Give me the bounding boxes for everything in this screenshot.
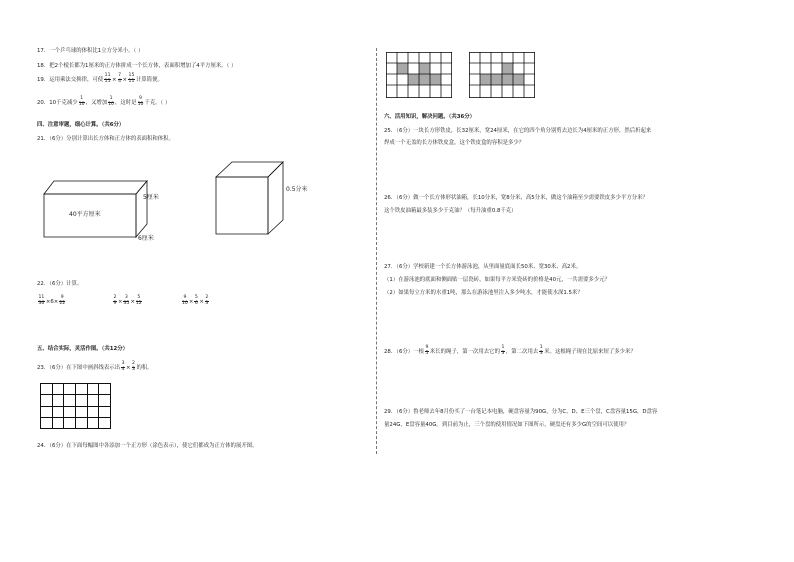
grid-cell[interactable] xyxy=(99,417,111,428)
calc1-fraction-2: $\frac{9}{22}$ xyxy=(59,295,66,306)
calc-expression-1 xyxy=(37,296,66,307)
q28-part-b: 米长的绳子，第一次用去它的 xyxy=(429,348,500,355)
question-28 xyxy=(384,346,636,357)
grid-cell[interactable] xyxy=(41,395,53,406)
q19-times-2: × xyxy=(122,76,128,83)
calc3-times-2: × xyxy=(199,298,204,305)
cube-edge-label: 0.5分米 xyxy=(286,186,308,193)
cuboid-figure xyxy=(30,170,180,245)
grid-cell[interactable] xyxy=(87,406,99,417)
grid-cell[interactable] xyxy=(52,417,64,428)
grid-cell[interactable] xyxy=(99,395,111,406)
calc2-fraction-3: $\frac{5}{12}$ xyxy=(135,295,142,306)
question-18: 18．把2个棱长都为1厘米的正方体拼成一个长方体，表面积增加了4平方厘米。（ ） xyxy=(37,63,237,69)
grid-cell[interactable] xyxy=(87,417,99,428)
question-27-line-3: （2）如果每立方米的水重1吨，那么在游泳池里注入多少吨水，才能使水深1.5米？ xyxy=(384,290,583,296)
grid-cell[interactable] xyxy=(64,395,76,406)
q28-fraction-2: $\frac{1}{3}$ xyxy=(501,345,505,356)
calc-expression-3 xyxy=(181,296,210,307)
q23-fraction-2: $\frac{2}{3}$ xyxy=(132,361,135,372)
calc1-fraction-1: $\frac{11}{36}$ xyxy=(38,295,45,306)
question-24: 24．（6分）在下面每幅图中各添加一个正方形（涂色表示），使它们都成为正方体的展开图。 xyxy=(37,443,258,449)
q28-fraction-3: $\frac{1}{3}$ xyxy=(539,345,543,356)
q20-part-d: 千克。（ ） xyxy=(144,99,171,106)
grid-cell[interactable] xyxy=(99,406,111,417)
calc2-fraction-1: $\frac{2}{9}$ xyxy=(113,295,117,306)
q28-part-d: 米。这根绳子现在比原来短了多少米？ xyxy=(544,348,636,355)
question-29-line-2: 量24G，E盘容量40G。到目前为止，三个盘的使用情况如下图所示，硬盘还有多少G的空间可以使用？ xyxy=(384,422,630,428)
question-27-line-1: 27．（6分）学校新建一个长方体游泳池，从里面量底面长50米、宽30米、高2米。 xyxy=(384,264,582,270)
grid-cell[interactable] xyxy=(99,384,111,395)
question-20 xyxy=(37,97,170,108)
q23-part-a: 23．（6分）在下图中画斜线表示出 xyxy=(37,364,121,371)
grid-cell[interactable] xyxy=(64,406,76,417)
q20-part-a: 20．10千克减少 xyxy=(37,99,78,106)
grid-cell[interactable] xyxy=(52,395,64,406)
grid-cell[interactable] xyxy=(41,384,53,395)
question-23 xyxy=(37,362,153,373)
calc3-times-1: × xyxy=(188,298,194,305)
grid-cell[interactable] xyxy=(52,406,64,417)
grid-cell[interactable] xyxy=(41,406,53,417)
q28-part-a: 28．（6分）一根 xyxy=(384,348,424,355)
cuboid-height-label: 5厘米 xyxy=(143,194,159,201)
q20-fraction-2: $\frac{1}{10}$ xyxy=(108,96,114,107)
calc2-fraction-2: $\frac{3}{35}$ xyxy=(123,295,130,306)
calc3-fraction-1: $\frac{9}{10}$ xyxy=(182,295,188,306)
q20-fraction-3: $\frac{9}{10}$ xyxy=(137,96,144,107)
question-17: 17．一个乒乓球的体积比1立方分米小。（ ） xyxy=(37,48,144,54)
calc3-fraction-3: $\frac{2}{3}$ xyxy=(205,295,209,306)
question-25-line-2: 焊成一个无盖的长方体铁皮盒，这个铁皮盒的容积是多少？ xyxy=(384,140,525,146)
section-6-heading: 六、活用知识，解决问题。（共36分） xyxy=(384,114,476,120)
cuboid-width-label: 6厘米 xyxy=(138,235,154,242)
q20-fraction-1: $\frac{1}{10}$ xyxy=(78,96,85,107)
question-19 xyxy=(37,74,163,85)
q19-times-1: × xyxy=(112,76,117,83)
grid-cell[interactable] xyxy=(75,395,87,406)
grid-cell[interactable] xyxy=(64,417,76,428)
cube-net-grid-2 xyxy=(469,52,535,98)
question-29-line-1: 29．（6分）鲁老师去年8月份买了一台笔记本电脑，硬盘容量为90G，分为C、D、E三个盘，C盘容量15G，D盘容 xyxy=(384,409,658,415)
question-25-line-1: 25．（6分）一块长方形铁皮，长32厘米，宽24厘米，在它的四个角分别剪去边长为4厘米的正方形，然后折起来 xyxy=(384,128,652,134)
q23-times: × xyxy=(126,364,131,371)
cube-figure xyxy=(208,158,288,238)
question-26-line-1: 26．（6分）做一个长方体形状油箱，长10分米，宽8分米，高5分米，做这个油箱至少需要铁皮多少平方分米？ xyxy=(384,195,648,201)
question-21: 21．（6分）分别计算出长方体和正方体的表面积和体积。 xyxy=(37,136,174,142)
grid-cell[interactable] xyxy=(87,395,99,406)
q19-prefix: 19．运用乘法交换律，可使 xyxy=(37,76,104,83)
grid-cell[interactable] xyxy=(64,384,76,395)
cube-net-grid-1 xyxy=(386,52,452,98)
section-4-heading: 四、注意审题，细心计算。（共6分） xyxy=(37,122,125,128)
q19-fraction-2: $\frac{7}{4}$ xyxy=(118,73,121,84)
q19-fraction-1: $\frac{11}{15}$ xyxy=(104,73,111,84)
grid-cell[interactable] xyxy=(75,384,87,395)
grid-cell[interactable] xyxy=(87,384,99,395)
grid-cell[interactable] xyxy=(75,417,87,428)
q23-part-b: 的积。 xyxy=(136,364,153,371)
grid-cell[interactable] xyxy=(52,384,64,395)
calc2-times-2: × xyxy=(130,298,135,305)
q23-fraction-1: $\frac{3}{4}$ xyxy=(121,361,125,372)
column-divider xyxy=(376,48,377,454)
q19-fraction-3: $\frac{15}{11}$ xyxy=(128,73,135,84)
q19-suffix: 计算简便。 xyxy=(135,76,163,83)
grid-cell[interactable] xyxy=(41,417,53,428)
q28-fraction-1: $\frac{9}{5}$ xyxy=(425,345,429,356)
section-5-heading: 五、结合实际，灵活作图。（共12分） xyxy=(37,346,129,352)
calc2-times-1: × xyxy=(117,298,123,305)
question-26-line-2: 这个铁皮油箱最多装多少千克油？（每升油重0.8千克） xyxy=(384,208,517,214)
calc-expression-2 xyxy=(112,296,143,307)
cuboid-face-label: 40平方厘米 xyxy=(69,211,101,218)
calc1-times: ×6× xyxy=(45,298,59,305)
q28-part-c: ，第二次用去 xyxy=(505,348,539,355)
calc3-fraction-2: $\frac{5}{6}$ xyxy=(194,295,198,306)
question-22: 22．（6分）计算。 xyxy=(37,281,83,287)
q23-answer-grid xyxy=(40,383,111,429)
question-27-line-2: （1）在游泳池的底面和侧面贴一层瓷砖，如果每平方米瓷砖的价格是40元，一共需要多少元？ xyxy=(384,277,610,283)
q20-part-b: ，又增加 xyxy=(85,99,108,106)
q20-part-c: ，这时是 xyxy=(114,99,137,106)
grid-cell[interactable] xyxy=(75,406,87,417)
